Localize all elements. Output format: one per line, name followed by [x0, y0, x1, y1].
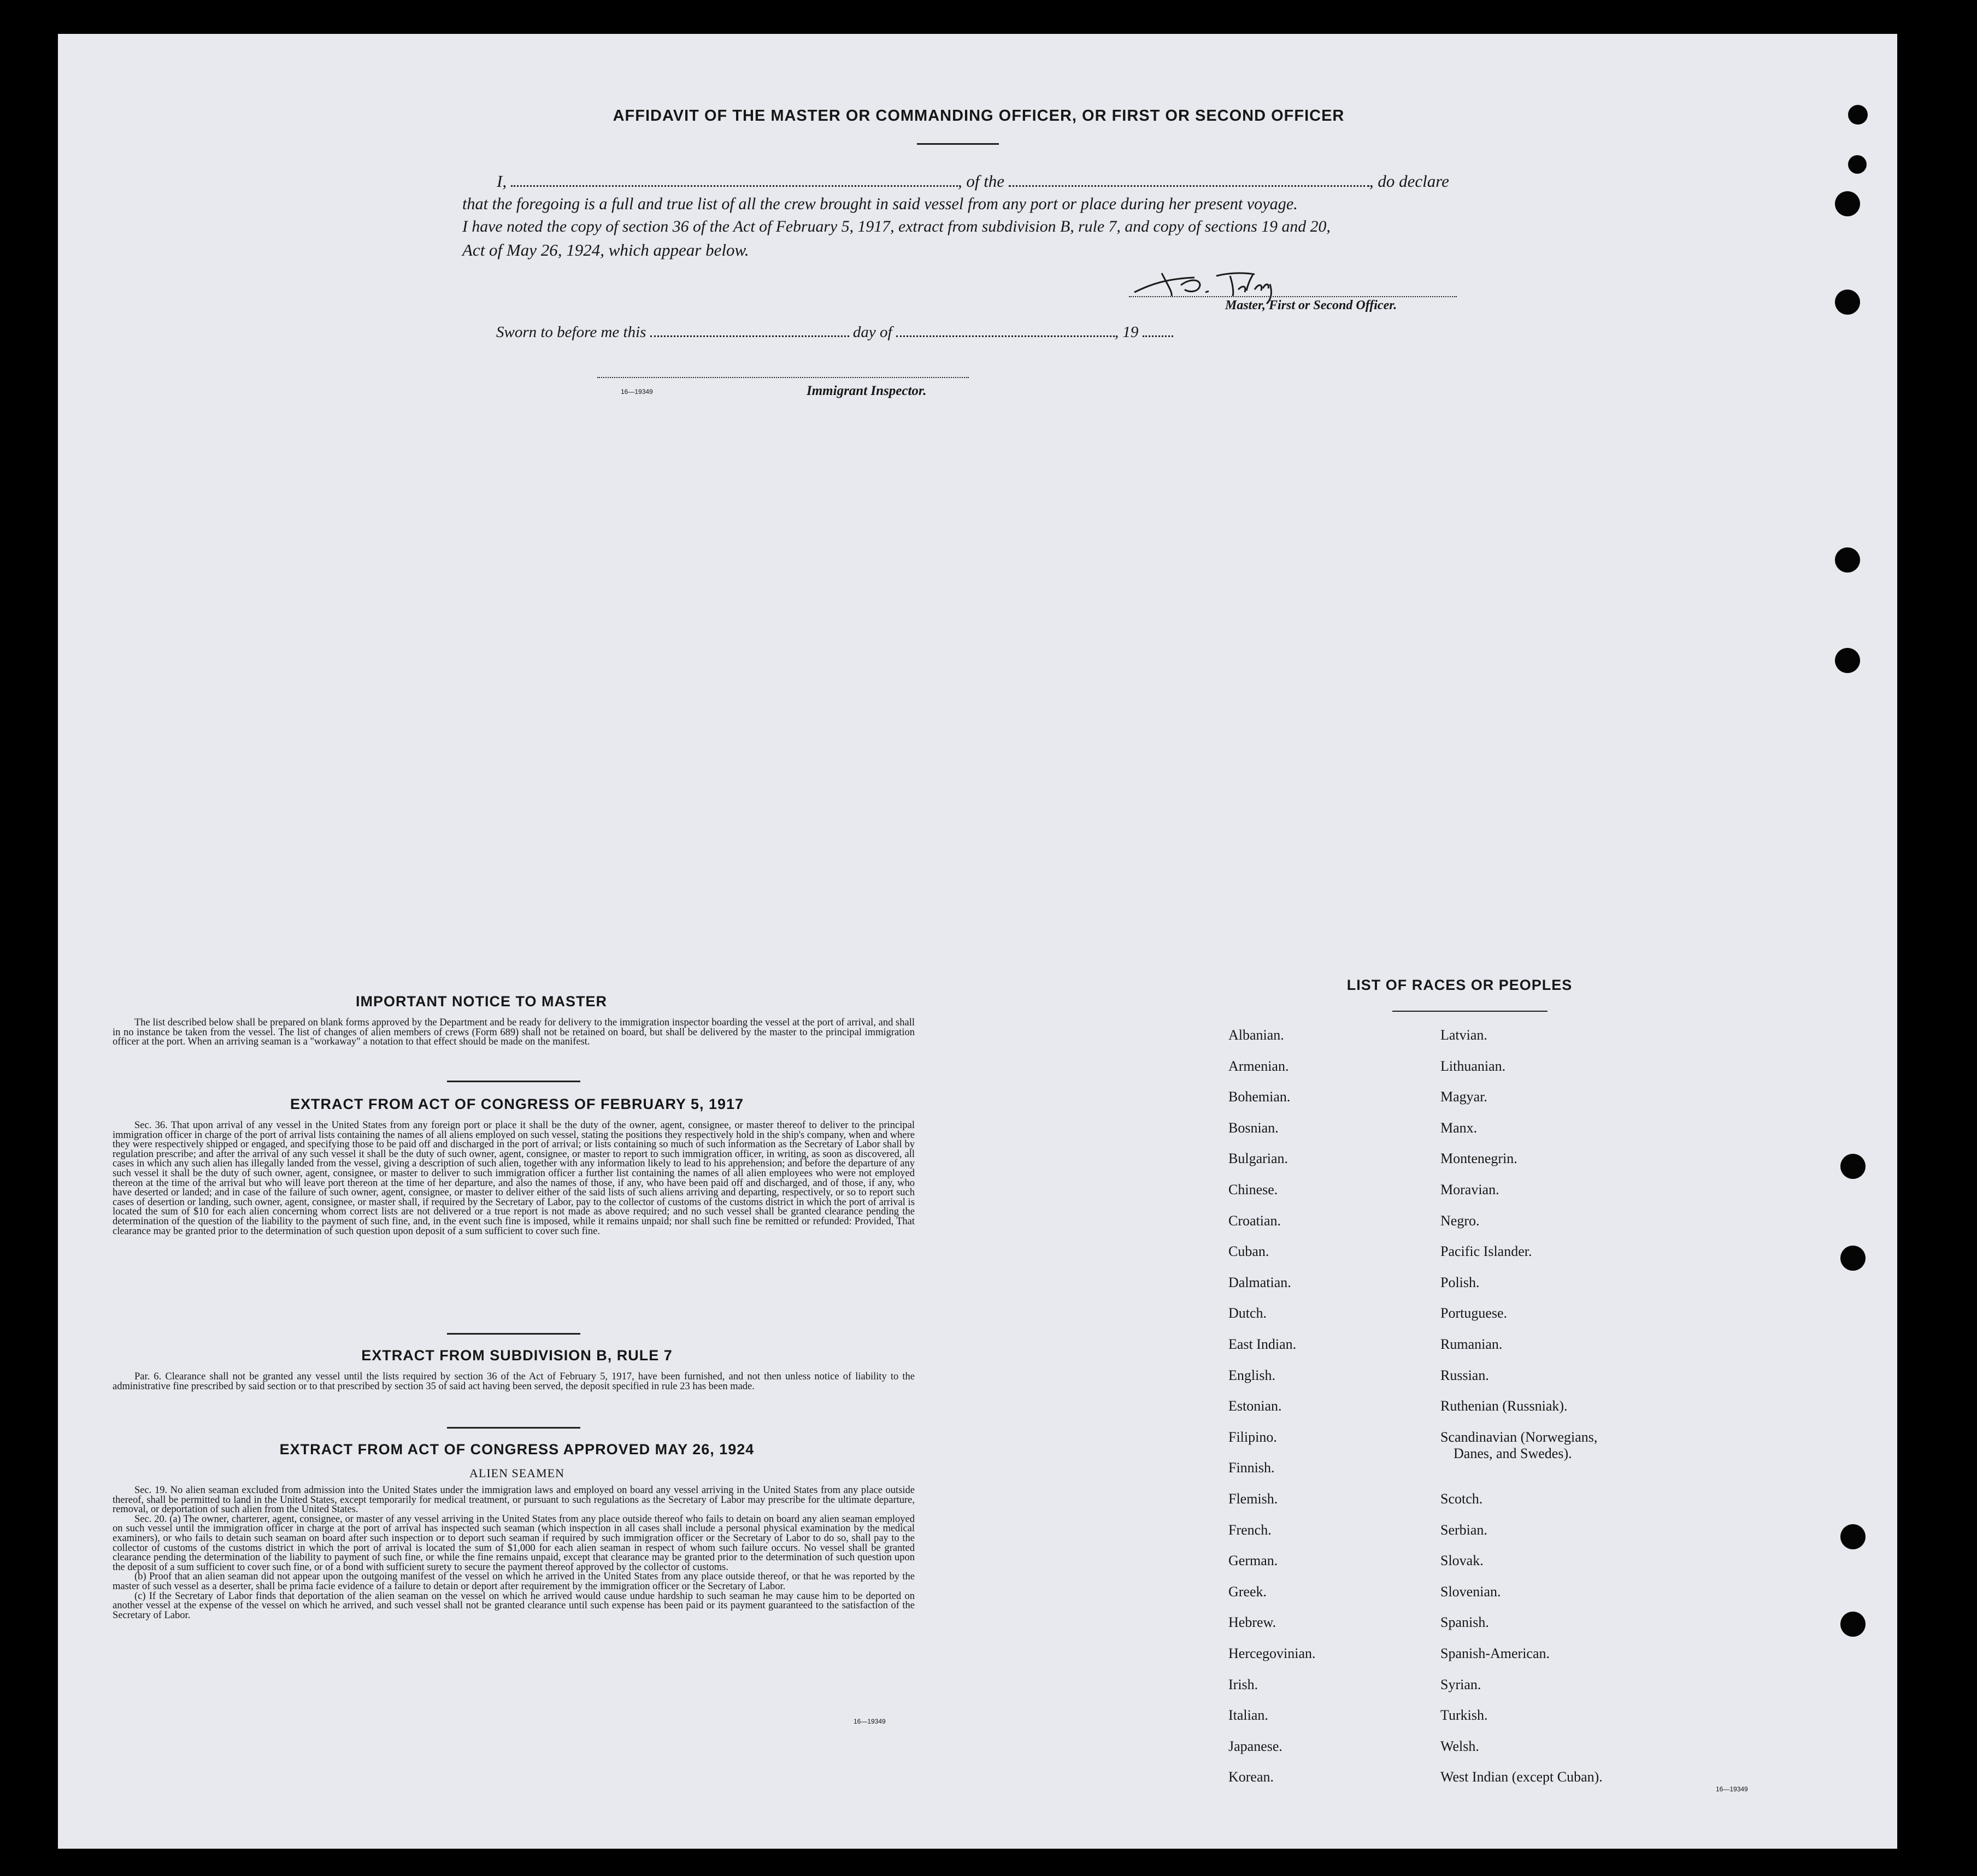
race-item: Danes, and Swedes). [1454, 1445, 1572, 1461]
race-item: Dalmatian. [1228, 1274, 1291, 1290]
race-item: Flemish. [1228, 1491, 1278, 1507]
race-item: Armenian. [1228, 1058, 1289, 1074]
race-item: Hebrew. [1228, 1614, 1276, 1631]
alien-seamen-subtitle: ALIEN SEAMEN [469, 1466, 564, 1480]
par6-paragraph: Par. 6. Clearance shall not be granted any vessel until the lists required by section 36 of the Act of February 5, 1917, have been furnished, and not then unless notice of liability to the administrative fine prescribed by said section or to that prescribed by section 35 of said act having been served, the deposit specified in rule 23 has been made. [113, 1371, 915, 1392]
race-item: Spanish-American. [1440, 1645, 1550, 1661]
race-item: Finnish. [1228, 1460, 1275, 1476]
form-number: 16—19349 [621, 388, 653, 396]
race-item: Croatian. [1228, 1212, 1281, 1229]
notice-paragraph: The list described below shall be prepared on blank forms approved by the Department and be ready for delivery to the immigration inspector boarding the vessel at the port of arrival, and shall in no instance be taken from the vessel. The list of changes of alien members of crews (Form 689) shall not be retained on board, but shall be delivered by the master to the principal immigration officer at the port. When an arriving seaman is a "workaway" a notation to that effect should be made on the manifest. [113, 1017, 915, 1048]
notice-text [113, 1018, 915, 1047]
race-item: Portuguese. [1440, 1305, 1508, 1322]
punch-hole [1848, 155, 1867, 174]
race-item: Polish. [1440, 1274, 1480, 1290]
race-item: Scotch. [1440, 1491, 1483, 1507]
race-item: Slovenian. [1440, 1583, 1501, 1600]
affidavit-line-2: that the foregoing is a full and true list of all the crew brought in said vessel from any port or place during her present voyage. [462, 194, 1298, 213]
of-the-label: , of the [957, 172, 1005, 191]
races-divider [1392, 1011, 1548, 1012]
extract-1917-text [113, 1121, 915, 1236]
sec20a-paragraph: Sec. 20. (a) The owner, charterer, agent, consignee, or master of any vessel arriving in the United States from any place outside thereof who fails to detain on board any alien seaman employed on such vessel until the immigration officer in charge at the port of arrival has inspected such seaman (which inspection in all cases shall include a personal physical examination by the medical examiners), or who fails to detain such seaman on board after such inspection or to deport such seaman if required by such immigration officer or the Secretary of Labor to do so, shall pay to the collector of customs of the customs district in which the port of arrival is located the sum of $1,000 for each alien seaman in respect of whom such failure occurs. No vessel shall be granted clearance pending the determination of the liability to payment of such fine, or while the fine remains unpaid, except that clearance may be granted prior to the determination of such question upon the deposit of a sum sufficient to cover such fine, or of a bond with sufficient surety to secure the payment thereof approved by the collector of customs. [113, 1513, 915, 1573]
race-item: Russian. [1440, 1367, 1489, 1383]
section-divider [447, 1081, 580, 1082]
affidavit-line-4: Act of May 26, 1924, which appear below. [462, 240, 749, 259]
day-of-label: day of [852, 323, 892, 341]
extract-1917-title: EXTRACT FROM ACT OF CONGRESS OF FEBRUARY 5, 1917 [290, 1096, 744, 1112]
race-item: German. [1228, 1553, 1278, 1569]
race-item: Albanian. [1228, 1027, 1284, 1043]
punch-hole [1835, 290, 1860, 315]
race-item: Hercegovinian. [1228, 1645, 1316, 1661]
extract-1924-title: EXTRACT FROM ACT OF CONGRESS APPROVED MAY 26, 1924 [279, 1441, 755, 1458]
rule7-text [113, 1372, 915, 1391]
affidavit-line-3: I have noted the copy of section 36 of the Act of February 5, 1917, extract from subdivision B, rule 7, and copy of sections 19 and 20, [462, 217, 1331, 235]
races-title: LIST OF RACES OR PEOPLES [1346, 977, 1573, 993]
inspector-caption: Immigrant Inspector. [807, 384, 927, 398]
race-item: Korean. [1228, 1769, 1274, 1785]
race-item: Italian. [1228, 1707, 1268, 1724]
sworn-line [496, 323, 1173, 341]
race-item: Dutch. [1228, 1305, 1267, 1322]
race-item: Moravian. [1440, 1182, 1499, 1197]
sworn-label: Sworn to before me this [496, 323, 646, 341]
race-item: French. [1228, 1521, 1272, 1538]
signature-line [1129, 296, 1457, 297]
form-number: 16—19349 [1716, 1785, 1748, 1793]
punch-hole [1835, 191, 1860, 216]
inspector-line [597, 377, 969, 378]
year-label: , 19 [1114, 323, 1139, 341]
name-field [511, 181, 958, 187]
race-item: English. [1228, 1367, 1275, 1383]
affidavit-i: I, [497, 172, 507, 191]
title-divider [917, 143, 999, 145]
race-item: Negro. [1440, 1212, 1480, 1229]
race-item: East Indian. [1228, 1336, 1297, 1352]
rule7-title: EXTRACT FROM SUBDIVISION B, RULE 7 [361, 1347, 673, 1364]
race-item: Syrian. [1440, 1676, 1481, 1692]
race-item: Rumanian. [1440, 1336, 1503, 1352]
race-item: Japanese. [1228, 1738, 1282, 1754]
race-item: Montenegrin. [1440, 1151, 1517, 1167]
sec20c-paragraph: (c) If the Secretary of Labor finds that deportation of the alien seaman on the vessel on which he arrived would cause undue hardship to such seaman he may cause him to be deported on another vessel at the expense of the vessel on which he arrived, and such vessel shall not be granted clearance until such expense has been paid or its payment guaranteed to the satisfaction of the Secretary of Labor. [113, 1590, 915, 1621]
race-item: Lithuanian. [1440, 1058, 1506, 1074]
race-item: Ruthenian (Russniak). [1440, 1398, 1568, 1414]
race-item: Bulgarian. [1228, 1151, 1288, 1167]
race-item: Cuban. [1228, 1243, 1269, 1260]
sec20b-paragraph: (b) Proof that an alien seaman did not appear upon the outgoing manifest of the vessel on which he arrived in the United States from any place outside thereof, or that he was reported by the master of such vessel as a deserter, shall be prima facie evidence of a failure to detain or deport after requirement by the immigration officer or the Secretary of Labor. [113, 1571, 915, 1592]
sworn-year-field [1143, 331, 1173, 337]
extract-1924-text [113, 1486, 915, 1620]
race-item: Filipino. [1228, 1429, 1277, 1445]
affidavit-line-1 [497, 172, 1449, 191]
section-divider [447, 1333, 580, 1335]
race-item: Bohemian. [1228, 1089, 1291, 1105]
punch-hole [1840, 1154, 1866, 1179]
race-item: Scandinavian (Norwegians, [1440, 1429, 1598, 1445]
document-page [58, 34, 1897, 1849]
race-item: Pacific Islander. [1440, 1243, 1532, 1260]
race-item: West Indian (except Cuban). [1440, 1769, 1603, 1785]
punch-hole [1835, 547, 1860, 573]
form-number: 16—19349 [854, 1718, 886, 1725]
race-item: Irish. [1228, 1676, 1258, 1692]
sworn-month-field [896, 331, 1115, 337]
race-item: Greek. [1228, 1583, 1267, 1600]
race-item: Turkish. [1440, 1707, 1488, 1724]
affidavit-title: AFFIDAVIT OF THE MASTER OR COMMANDING OFFICER, OR FIRST OR SECOND OFFICER [613, 107, 1345, 125]
race-item: Magyar. [1440, 1089, 1487, 1105]
sec36-paragraph: Sec. 36. That upon arrival of any vessel in the United States from any foreign port or place it shall be the duty of the owner, agent, consignee, or master thereof to deliver to the principal immigration officer in charge of the port of arrival lists containing the names of all aliens employed on such vessel, stating the positions they respectively hold in the ship's company, when and where they were respectively shipped or engaged, and specifying those to be paid off and discharged in the port of arrival; or lists containing so much of such information as the Secretary of Labor shall by regulation prescribe; and after the arrival of any such vessel it shall be the duty of such owner, agent, consignee, or master to report to such immigration officer, in writing, as soon as discovered, all cases in which any such alien has illegally landed from the vessel, giving a description of such alien, together with any information likely to lead to his apprehension; and before the departure of any such vessel it shall be the duty of such owner, agent, consignee, or master to deliver to such immigration officer a further list containing the names of all alien employees who were not employed thereon at the time of the arrival but who will leave port thereon at the time of her departure, and also the names of those, if any, who have been paid off and discharged, and of those, if any, who have deserted or landed; and in case of the failure of such owner, agent, consignee, or master to deliver either of the said lists of such aliens arriving and departing, respectively, or so to report such cases of desertion or landing, such owner, agent, consignee, or master shall, if required by the Secretary of Labor, pay to the collector of customs of the customs district in which the port of arrival is located the sum of $10 for each alien concerning whom correct lists are not delivered or a true report is not made as above required; and no such vessel shall be granted clearance pending the determination of the question of the liability to the payment of such fine, and, in the event such fine is imposed, while it remains unpaid; nor shall such fine be remitted or refunded: Provided, That clearance may be granted prior to the determination of such question upon deposit of a sum sufficient to cover such fine. [113, 1120, 915, 1237]
race-item: Manx. [1440, 1119, 1478, 1136]
race-item: Welsh. [1440, 1738, 1479, 1754]
sworn-day-field [650, 331, 849, 337]
sec19-paragraph: Sec. 19. No alien seaman excluded from admission into the United States under the immigration laws and employed on board any vessel arriving in the United States from any place outside thereof, shall be permitted to land in the United States, except temporarily for medical treatment, or pursuant to such regulations as the Secretary of Labor may prescribe for the ultimate departure, removal, or deportation of such alien from the United States. [113, 1485, 915, 1515]
race-item: Spanish. [1440, 1614, 1489, 1631]
section-divider [447, 1427, 580, 1429]
race-item: Latvian. [1440, 1027, 1487, 1043]
punch-hole [1840, 1246, 1866, 1271]
race-item: Slovak. [1440, 1553, 1484, 1569]
signature-caption: Master, First or Second Officer. [1225, 298, 1397, 312]
punch-hole [1840, 1612, 1866, 1637]
vessel-field [1009, 181, 1369, 187]
punch-hole [1840, 1524, 1866, 1549]
notice-title: IMPORTANT NOTICE TO MASTER [356, 993, 607, 1010]
race-item: Bosnian. [1228, 1119, 1279, 1136]
punch-hole [1835, 648, 1860, 673]
do-declare-label: , do declare [1369, 172, 1449, 191]
race-item: Serbian. [1440, 1521, 1487, 1538]
race-item: Chinese. [1228, 1182, 1278, 1197]
race-item: Estonian. [1228, 1398, 1282, 1414]
